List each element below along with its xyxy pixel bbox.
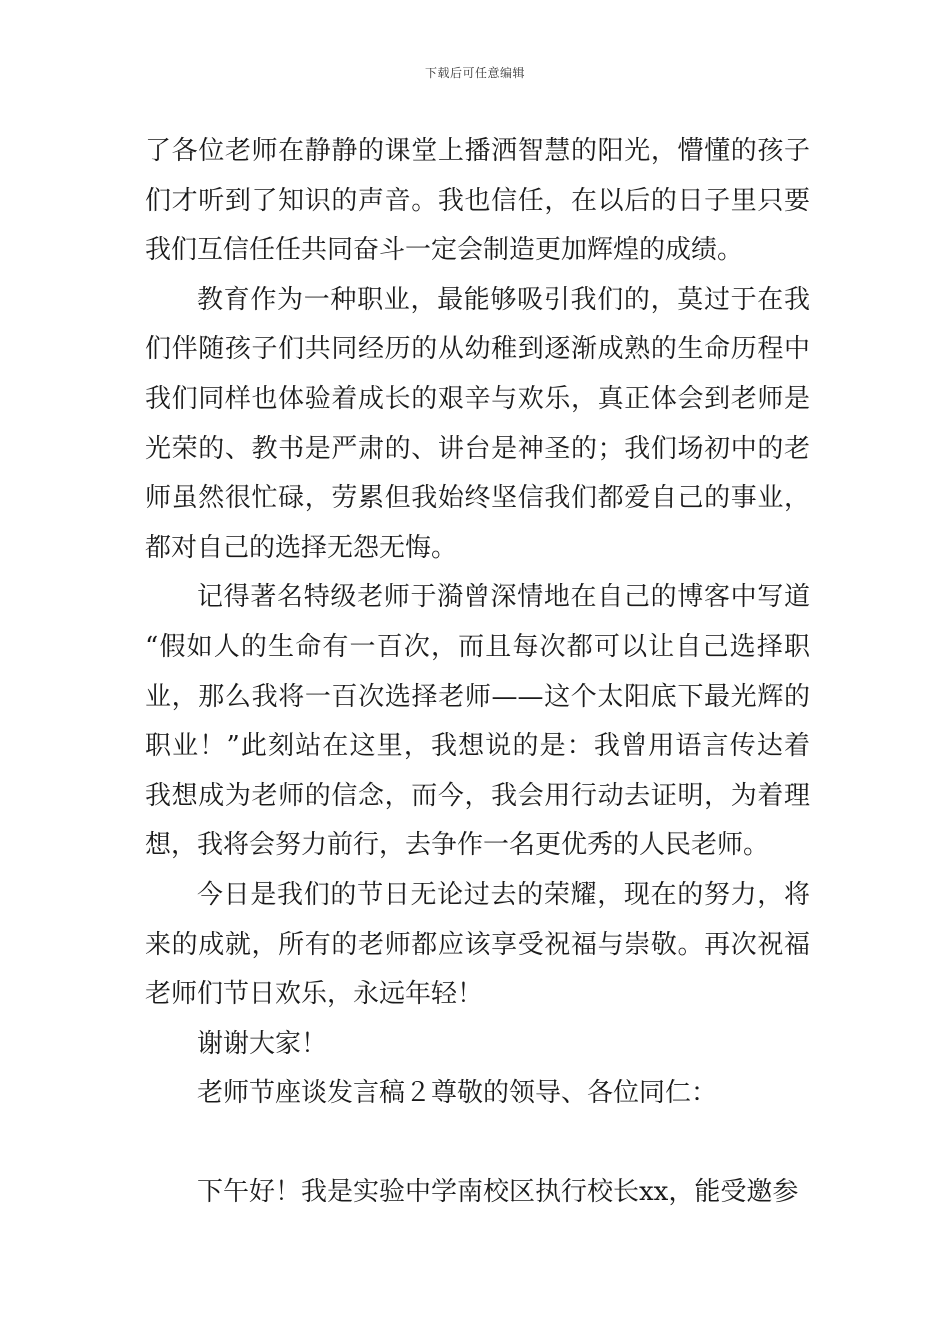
text-line: 职业！”此刻站在这里，我想说的是：我曾用语言传达着 [145,731,810,762]
paragraph [145,1069,810,1119]
text-line: 来的成就，所有的老师都应该享受祝福与崇敬。再次祝福 [145,929,810,960]
text-line: “假如人的生命有一百次，而且每次都可以让自己选择职 [145,631,810,662]
text-line: 光荣的、教书是严肃的、讲台是神圣的；我们场初中的老 [145,433,810,464]
text-line: 我们同样也体验着成长的艰辛与欢乐，真正体会到老师是 [145,383,810,414]
text-line: 业，那么我将一百次选择老师——这个太阳底下最光辉的 [145,681,810,712]
paragraph-gap [145,1119,810,1169]
text-line: 下午好！我是实验中学南校区执行校长xx，能受邀参 [197,1177,799,1208]
text-line: 谢谢大家！ [197,1028,328,1059]
text-line: 都对自己的选择无怨无悔。 [145,532,458,563]
paragraph [145,1020,810,1070]
text-line: 老师节座谈发言稿２尊敬的领导、各位同仁： [197,1078,718,1109]
paragraph [145,127,810,276]
text-line: 们才听到了知识的声音。我也信任，在以后的日子里只要 [145,185,810,216]
text-line: 想，我将会努力前行，去争作一名更优秀的人民老师。 [145,830,770,861]
paragraph [145,1168,810,1218]
text-line: 师虽然很忙碌，劳累但我始终坚信我们都爱自己的事业， [145,483,810,514]
page-header: 下载后可任意编辑 [424,66,525,80]
paragraph [145,573,810,871]
text-line: 我们互信任任共同奋斗一定会制造更加辉煌的成绩。 [145,235,744,266]
text-line: 教育作为一种职业，最能够吸引我们的，莫过于在我 [197,284,810,315]
text-line: 老师们节日欢乐，永远年轻！ [145,979,484,1010]
paragraph [145,276,810,574]
text-line: 我想成为老师的信念，而今，我会用行动去证明，为着理 [145,780,810,811]
document-body [145,127,810,1218]
text-line: 了各位老师在静静的课堂上播洒智慧的阳光，懵懂的孩子 [145,136,810,166]
text-line: 记得著名特级老师于漪曾深情地在自己的博客中写道 [197,582,810,613]
text-line: 今日是我们的节日无论过去的荣耀，现在的努力，将 [197,879,810,910]
paragraph [145,871,810,1020]
text-line: 们伴随孩子们共同经历的从幼稚到逐渐成熟的生命历程中 [145,334,810,365]
